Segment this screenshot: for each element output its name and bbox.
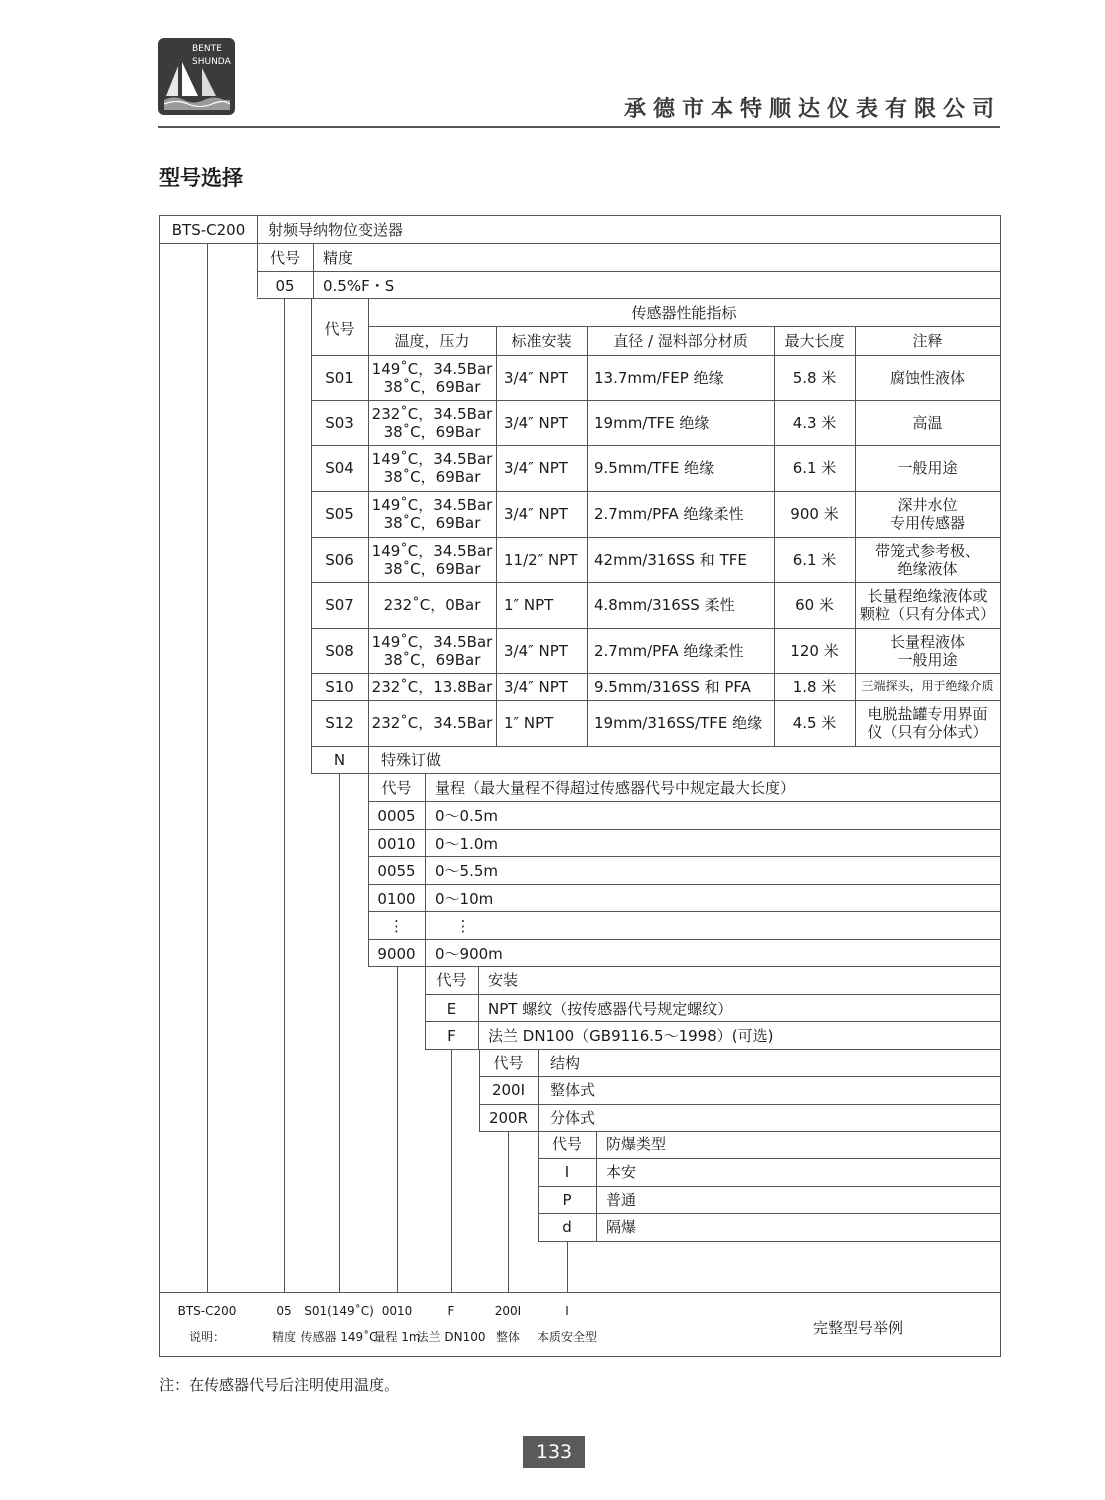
sensor-row-temp-line2: 38˚C，69Bar xyxy=(383,468,481,486)
sensor-row-note: 腐蚀性液体 xyxy=(889,368,965,387)
sensor-row-material: 4.8mm/316SS 柔性 xyxy=(594,596,735,614)
sensor-row-install: 3/4″ NPT xyxy=(504,677,568,696)
sensor-row-length: 5.8 米 xyxy=(792,368,837,387)
range-row-value: ⋮ xyxy=(455,917,471,935)
sensor-row-material: 2.7mm/PFA 绝缘柔性 xyxy=(594,505,744,523)
sensor-row-note xyxy=(855,587,1000,623)
structure-row-code: 200I xyxy=(491,1081,526,1099)
sensor-row-temp xyxy=(368,542,496,578)
sensor-row-install: 1″ NPT xyxy=(504,596,554,614)
sensor-row-temp-line2: 38˚C，69Bar xyxy=(383,422,481,441)
sensor-row-material: 9.5mm/316SS 和 PFA xyxy=(594,677,751,696)
example-desc: 本质安全型 xyxy=(536,1330,597,1344)
range-row-code: 0010 xyxy=(377,835,416,853)
sensor-row-length: 60 米 xyxy=(795,596,834,614)
sensor-row-length: 6.1 米 xyxy=(792,459,837,477)
sensor-row-install: 3/4″ NPT xyxy=(504,413,568,432)
sensor-row-length: 6.1 米 xyxy=(792,550,837,569)
sensor-row-temp-line2: 38˚C，69Bar xyxy=(383,514,481,532)
range-row-code: 0100 xyxy=(377,890,416,908)
accuracy-code-header: 代号 xyxy=(269,249,300,267)
sensor-header-note: 注释 xyxy=(912,332,943,350)
page-number: 133 xyxy=(523,1436,585,1468)
logo-text-line1: BENTE xyxy=(192,44,222,54)
model-name: 射频导纳物位变送器 xyxy=(268,221,404,239)
sensor-row-install: 1″ NPT xyxy=(504,714,554,732)
sensor-row-material: 19mm/TFE 绝缘 xyxy=(594,413,710,432)
sensor-row-length: 4.5 米 xyxy=(792,714,837,732)
range-row-value: 0～5.5m xyxy=(435,862,499,880)
install-row-code: F xyxy=(447,1027,456,1045)
range-row-code: 0005 xyxy=(377,807,416,825)
example-desc: 传感器 149˚C xyxy=(300,1330,378,1344)
sensor-header-material: 直径 / 湿料部分材质 xyxy=(613,332,748,350)
sensor-row-temp-line2: 38˚C，69Bar xyxy=(383,650,481,669)
sensor-row-length: 900 米 xyxy=(790,505,839,523)
sensor-row-code: S04 xyxy=(325,459,354,477)
sensor-row-code: S03 xyxy=(325,413,354,432)
sensor-row-length: 120 米 xyxy=(790,641,839,660)
sensor-row-code: S06 xyxy=(325,550,354,569)
sensor-row-note-line2: 仪（只有分体式） xyxy=(867,723,988,741)
sensor-row-code: S05 xyxy=(325,505,354,523)
sensor-row-note: 高温 xyxy=(912,413,943,432)
sensor-row-code: S10 xyxy=(325,677,354,696)
range-row-value: 0～1.0m xyxy=(435,835,499,853)
example-code: BTS-C200 xyxy=(177,1304,237,1318)
sensor-row-note-line2: 专用传感器 xyxy=(889,514,965,532)
sensor-row-code: S01 xyxy=(325,368,354,387)
range-row-code: ⋮ xyxy=(389,917,404,935)
example-code: I xyxy=(565,1304,569,1318)
sensor-row-material: 9.5mm/TFE 绝缘 xyxy=(594,459,715,477)
sensor-row-material: 19mm/316SS/TFE 绝缘 xyxy=(594,714,763,732)
sensor-row-install: 3/4″ NPT xyxy=(504,459,568,477)
explosion-row-value: 隔爆 xyxy=(606,1218,637,1236)
sensor-row-temp-line1: 149˚C，34.5Bar xyxy=(371,359,493,378)
example-code: 200I xyxy=(494,1304,522,1318)
example-desc: 精度 xyxy=(271,1330,296,1344)
range-header: 量程（最大量程不得超过传感器代号中规定最大长度） xyxy=(435,779,796,797)
example-code: 0010 xyxy=(381,1304,413,1318)
accuracy-header: 精度 xyxy=(323,249,354,267)
sensor-row-install: 3/4″ NPT xyxy=(504,505,568,523)
sensor-code-header: 代号 xyxy=(324,320,355,338)
accuracy-value: 0.5%F・S xyxy=(323,277,395,295)
example-label: 完整型号举例 xyxy=(813,1319,904,1337)
special-code: N xyxy=(333,751,346,769)
install-code-header: 代号 xyxy=(436,971,467,989)
sensor-row-temp-line1: 149˚C，34.5Bar xyxy=(371,450,493,468)
install-row-value: NPT 螺纹（按传感器代号规定螺纹） xyxy=(488,1000,733,1018)
sensor-row-install: 11/2″ NPT xyxy=(504,550,578,569)
model-code: BTS-C200 xyxy=(171,221,246,239)
install-row-code: E xyxy=(446,1000,457,1018)
example-desc: 整体 xyxy=(495,1330,520,1344)
explosion-row-value: 普通 xyxy=(606,1191,637,1209)
range-row-value: 0～10m xyxy=(435,890,494,908)
explosion-row-code: d xyxy=(562,1218,572,1236)
sensor-row-temp: 232˚C，34.5Bar xyxy=(371,714,493,732)
sensor-row-temp-line1: 149˚C，34.5Bar xyxy=(371,541,493,560)
sensor-header-install: 标准安装 xyxy=(511,332,572,350)
sensor-row-temp: 232˚C，13.8Bar xyxy=(371,677,493,696)
explosion-code-header: 代号 xyxy=(551,1135,582,1153)
sensor-row-install: 3/4″ NPT xyxy=(504,641,568,660)
sensor-group-header: 传感器性能指标 xyxy=(631,304,737,322)
sensor-row-note-line1: 带笼式参考极、 xyxy=(874,541,980,560)
install-header: 安装 xyxy=(488,971,519,989)
sensor-row-code: S07 xyxy=(325,596,354,614)
structure-row-code: 200R xyxy=(488,1109,529,1127)
example-code: S01(149˚C) xyxy=(304,1304,374,1318)
sensor-row-temp: 232˚C，0Bar xyxy=(383,596,481,614)
logo-text-line2: SHUNDA xyxy=(192,57,231,67)
explosion-row-value: 本安 xyxy=(606,1163,637,1181)
structure-row-value: 分体式 xyxy=(550,1109,596,1127)
sensor-row-temp-line1: 149˚C，34.5Bar xyxy=(371,632,493,651)
example-desc: 说明： xyxy=(188,1330,225,1344)
sensor-row-length: 4.3 米 xyxy=(792,413,837,432)
sensor-row-code: S12 xyxy=(325,714,354,732)
sensor-row-temp xyxy=(368,633,496,669)
example-desc: 量程 1m xyxy=(373,1330,421,1344)
sensor-row-note-line2: 颗粒（只有分体式） xyxy=(859,605,995,623)
sensor-row-note xyxy=(855,542,1000,578)
range-row-value: 0～900m xyxy=(435,945,503,963)
sensor-row-note: 三端探头，用于绝缘介质 xyxy=(861,678,994,693)
accuracy-code: 05 xyxy=(275,277,295,295)
special-label: 特殊订做 xyxy=(381,751,442,769)
sensor-row-code: S08 xyxy=(325,641,354,660)
sensor-row-temp-line2: 38˚C，69Bar xyxy=(383,559,481,578)
sensor-row-note-line1: 长量程液体 xyxy=(889,632,965,651)
company-name: 承德市本特顺达仪表有限公司 xyxy=(623,97,1001,122)
structure-header: 结构 xyxy=(550,1054,581,1072)
sensor-header-temp: 温度，压力 xyxy=(394,332,470,350)
range-row-code: 0055 xyxy=(377,862,416,880)
sensor-row-material: 13.7mm/FEP 绝缘 xyxy=(594,368,724,387)
sensor-row-note-line2: 一般用途 xyxy=(897,650,958,669)
sensor-row-temp-line1: 232˚C，34.5Bar xyxy=(371,404,493,423)
sensor-row-note xyxy=(855,705,1000,741)
sensor-row-temp xyxy=(368,450,496,486)
explosion-row-code: P xyxy=(562,1191,572,1209)
sensor-row-note-line2: 绝缘液体 xyxy=(897,559,958,578)
structure-code-header: 代号 xyxy=(493,1054,524,1072)
sensor-row-temp xyxy=(368,496,496,532)
sensor-row-temp xyxy=(368,360,496,396)
sensor-row-material: 42mm/316SS 和 TFE xyxy=(594,550,747,569)
sensor-header-length: 最大长度 xyxy=(784,332,845,350)
sensor-row-note xyxy=(855,496,1000,532)
sensor-row-temp-line1: 149˚C，34.5Bar xyxy=(371,496,493,514)
sensor-row-note: 一般用途 xyxy=(897,459,958,477)
range-row-code: 9000 xyxy=(377,945,416,963)
sensor-row-length: 1.8 米 xyxy=(792,677,837,696)
install-row-value: 法兰 DN100（GB9116.5～1998）(可选) xyxy=(488,1027,774,1045)
range-code-header: 代号 xyxy=(381,779,412,797)
footnote: 注：在传感器代号后注明使用温度。 xyxy=(159,1376,400,1394)
example-code: 05 xyxy=(276,1304,292,1318)
range-row-value: 0～0.5m xyxy=(435,807,499,825)
sensor-row-note-line1: 长量程绝缘液体或 xyxy=(867,587,988,605)
section-title: 型号选择 xyxy=(159,166,243,190)
example-code: F xyxy=(447,1304,455,1318)
example-desc: 法兰 DN100 xyxy=(416,1330,486,1344)
explosion-row-code: I xyxy=(564,1163,570,1181)
sensor-row-note-line1: 电脱盐罐专用界面 xyxy=(867,705,988,723)
sensor-row-temp xyxy=(368,405,496,441)
sensor-row-note xyxy=(855,633,1000,669)
sensor-row-install: 3/4″ NPT xyxy=(504,368,568,387)
structure-row-value: 整体式 xyxy=(550,1081,596,1099)
sensor-row-note-line1: 深井水位 xyxy=(897,496,958,514)
sensor-row-temp-line2: 38˚C，69Bar xyxy=(383,377,481,396)
sensor-row-material: 2.7mm/PFA 绝缘柔性 xyxy=(594,641,744,660)
explosion-header: 防爆类型 xyxy=(606,1135,667,1153)
